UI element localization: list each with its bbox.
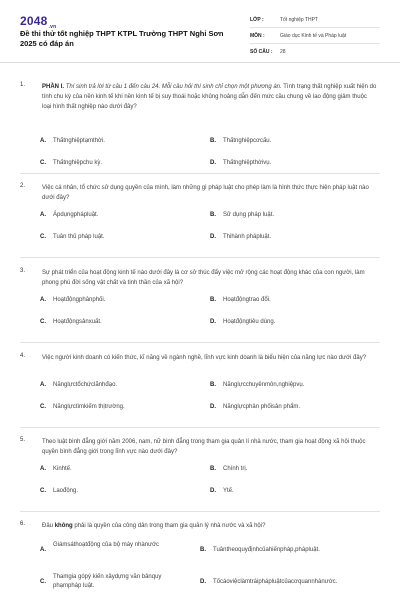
- option-letter: D.: [210, 160, 216, 166]
- option-letter: D.: [210, 404, 216, 410]
- option-text: Tuântheoquyđịnhcủahiếnpháp,phápluật.: [213, 547, 320, 553]
- option-letter: A.: [40, 547, 46, 553]
- option-text: Ytế.: [223, 488, 234, 494]
- option-text: Thấtnghiệptạmthời.: [53, 138, 105, 144]
- info-row-subject: [250, 28, 380, 44]
- option-text: Tuân thủ pháp luật.: [53, 234, 105, 240]
- logo-suffix: .vn: [48, 24, 57, 31]
- question-body-start: Đâu: [42, 523, 55, 529]
- question-text: [42, 521, 377, 531]
- question-divider: [20, 342, 380, 343]
- option-letter: D.: [210, 234, 216, 240]
- question-divider: [20, 427, 380, 428]
- question-divider: [20, 257, 380, 258]
- question-number: 6.: [20, 521, 26, 527]
- question-number: 2.: [20, 183, 26, 189]
- option-letter: C.: [40, 404, 46, 410]
- info-value: Giáo dục Kinh tế và Pháp luật: [280, 32, 347, 39]
- part-label: PHẦN I.: [42, 84, 65, 90]
- option-text: Nănglựcphân phốisản phẩm.: [223, 404, 301, 410]
- question-divider: [20, 173, 380, 174]
- option-letter: D.: [210, 319, 216, 325]
- option-text: Giámsáthoạtđộng của bộ máy nhànước: [53, 542, 160, 548]
- option-letter: B.: [210, 138, 216, 144]
- option-letter: A.: [40, 138, 46, 144]
- option-letter: C.: [40, 488, 46, 494]
- option-text: Nănglựctìmkiếm thịtrường.: [53, 404, 125, 410]
- question-text: Việc người kinh doanh có kiến thức, kĩ năng về ngành nghề, lĩnh vực kinh doanh là biểu hiện của năng lực nào dưới đây?: [42, 355, 367, 361]
- site-logo[interactable]: $2048_{.vn}$: [20, 14, 57, 31]
- option-letter: C.: [40, 160, 46, 166]
- option-letter: B.: [210, 297, 216, 303]
- info-label: SỐ CÂU :: [250, 48, 273, 55]
- option-letter: B.: [210, 466, 216, 472]
- option-letter: A.: [40, 297, 46, 303]
- info-value: 28: [280, 48, 286, 55]
- info-row-question-count: [250, 44, 380, 59]
- question-number: 3.: [20, 268, 26, 274]
- question-number: 1.: [20, 82, 26, 88]
- part-instruction: Thí sinh trả lời từ câu 1 đến câu 24. Mỗi câu hỏi thí sinh chỉ chọn một phương án.: [65, 84, 282, 90]
- option-letter: D.: [200, 579, 206, 585]
- option-letter: B.: [210, 212, 216, 218]
- option-text: Hoạtđộngsảnxuất.: [53, 319, 102, 325]
- info-label: MÔN :: [250, 32, 265, 39]
- document-title: Đề thi thử tốt nghiệp THPT KTPL Trường THPT Nghi Sơn 2025 có đáp án: [20, 29, 224, 48]
- option-letter: C.: [40, 234, 46, 240]
- option-text: Thấtnghiệpchu kỳ.: [53, 160, 103, 166]
- question-emphasis: không: [54, 523, 73, 529]
- question-number: 4.: [20, 353, 26, 359]
- exam-info-box: [250, 12, 380, 59]
- option-text: Thamgia góp‌ý kiến xâydựng văn bảnquy phạmpháp luật.: [53, 574, 162, 589]
- option-letter: B.: [210, 382, 216, 388]
- option-text: Kinhtế.: [53, 466, 72, 472]
- option-text: Chính trị.: [223, 466, 248, 472]
- option-text: Thấtnghiệpcơcấu.: [223, 138, 272, 144]
- option-text: Hoạtđộngtrao đổi.: [223, 297, 271, 303]
- question-divider: [20, 511, 380, 512]
- option-letter: D.: [210, 488, 216, 494]
- option-text: Ápdụngphápluật.: [53, 212, 99, 218]
- info-label: LỚP :: [250, 16, 264, 23]
- question-text: Theo luật bình đẳng giới năm 2006, nam, nữ bình đẳng trong tham gia quản lí nhà nước, tham gia hoạt động xã hội thuộc quyền bình đẳng giới trong lĩnh vực nào dưới đây?: [42, 439, 366, 455]
- option-text: Thihành phápluật.: [223, 234, 272, 240]
- info-value: Tốt nghiệp THPT: [280, 16, 318, 23]
- option-text: Sử dụng pháp luật.: [223, 212, 275, 218]
- question-text: Sự phát triển của hoạt động kinh tế nào dưới đây là cơ sở thúc đẩy việc mở rộng các hoạt động khác của con người, làm phong phú đời sống vật chất và tinh thần của xã hội?: [42, 270, 365, 286]
- option-text: Nănglựcchuyênmôn,nghiệpvụ.: [223, 382, 305, 388]
- option-letter: A.: [40, 212, 46, 218]
- option-text: Tốcáoviệclàmtráiphápluậtcủacơquannhànước.: [213, 579, 338, 585]
- option-letter: C.: [40, 579, 46, 585]
- option-letter: A.: [40, 466, 46, 472]
- option-text: Hoạtđộngtiêu dùng.: [223, 319, 276, 325]
- question-text: Việc cá nhân, tổ chức sử dụng quyền của mình, làm những gì pháp luật cho phép làm là hình thức thực hiện pháp luật nào dưới đây?: [42, 185, 369, 201]
- option-text: Thấtnghiệpthờivụ.: [223, 160, 272, 166]
- question-body-end: phải là quyền của công dân trong tham gia quản lý nhà nước và xã hội?: [72, 523, 266, 529]
- question-text: [42, 82, 377, 112]
- option-text: Hoạtđộngphânphối.: [53, 297, 106, 303]
- option-text: Laođộng.: [53, 488, 79, 494]
- question-body: Tình trạng thất nghiệp xuất hiện do tính chu kỳ của nền kinh tế khi nền kinh tế bị suy thoái hoặc khủng hoảng dẫn đến mức cầu chung về lao động giảm thuộc loại hình thất nghiệp nào dưới đây?: [42, 84, 377, 110]
- option-letter: A.: [40, 382, 46, 388]
- option-letter: B.: [200, 547, 206, 553]
- info-row-class: [250, 12, 380, 28]
- option-letter: C.: [40, 319, 46, 325]
- question-number: 5.: [20, 437, 26, 443]
- document-header: [0, 0, 400, 63]
- option-text: Nănglựctổchứclãnhđạo.: [53, 382, 118, 388]
